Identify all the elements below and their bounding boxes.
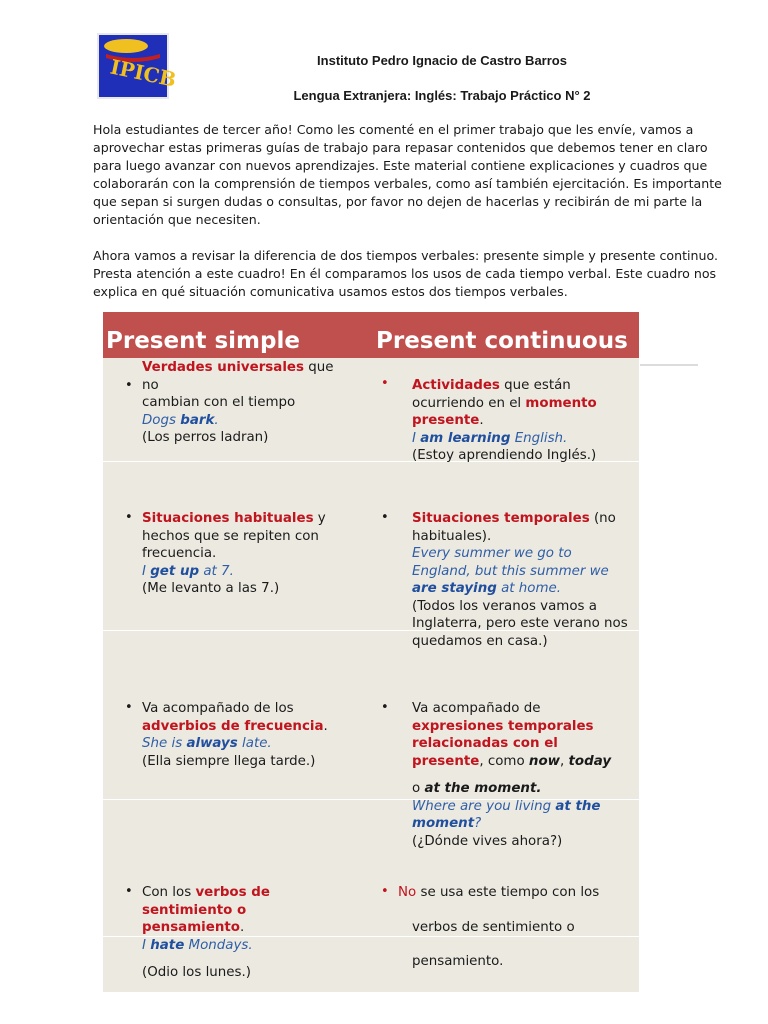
text: frecuencia. <box>142 546 217 561</box>
text: y <box>313 511 326 526</box>
text: pensamiento. <box>412 954 504 969</box>
example: Dogs <box>142 412 181 428</box>
example-verb: hate <box>150 937 185 953</box>
time-word: now <box>528 753 561 769</box>
text: Va acompañado de los <box>142 701 294 716</box>
row2-continuous-cell <box>412 510 639 650</box>
example: ? <box>474 816 482 831</box>
text: no <box>142 377 159 393</box>
text: que <box>303 360 334 375</box>
example: I <box>142 937 151 953</box>
keyword: verbos de <box>195 885 270 900</box>
table-header <box>103 312 639 358</box>
keyword: Situaciones temporales <box>412 511 590 526</box>
text: ocurriendo en el <box>412 395 526 411</box>
header-present-simple: Present simple <box>106 328 300 354</box>
example-verb: get up <box>150 563 200 579</box>
bullet: • <box>125 510 133 525</box>
keyword: adverbios de frecuencia <box>142 718 324 734</box>
text: . <box>323 718 328 734</box>
table-edge-line <box>640 364 698 366</box>
example: at home. <box>496 581 562 596</box>
row4-simple-cell <box>142 884 367 982</box>
text: Va acompañado de <box>412 701 541 716</box>
keyword: Actividades <box>412 378 500 393</box>
time-word: at the moment. <box>424 781 542 796</box>
row3-simple-cell <box>142 700 367 770</box>
bullet: • <box>381 376 389 391</box>
example-verb: always <box>186 736 238 751</box>
keyword: presente <box>412 753 480 769</box>
translation: quedamos en casa.) <box>412 633 548 649</box>
example-verb: are staying <box>412 581 497 596</box>
example: Every summer we go to <box>412 546 572 561</box>
bullet: • <box>381 510 389 525</box>
translation: (Me levanto a las 7.) <box>142 581 280 596</box>
text: o <box>412 781 425 796</box>
text: (no <box>589 511 616 526</box>
translation: Inglaterra, pero este verano nos <box>412 616 628 631</box>
text: , como <box>479 753 529 769</box>
example: . <box>214 412 219 428</box>
tense-comparison-table <box>103 312 639 992</box>
example: late. <box>237 736 272 751</box>
text: habituales). <box>412 528 492 544</box>
translation: (¿Dónde vives ahora?) <box>412 833 563 849</box>
row4-continuous-cell <box>398 884 638 971</box>
logo-text: IPICB <box>108 54 179 92</box>
text: Con los <box>142 885 196 900</box>
bullet: • <box>381 884 389 899</box>
text: hechos que se repiten con <box>142 528 319 544</box>
example: Where are you living <box>412 798 556 814</box>
example-verb: am learning <box>420 430 511 446</box>
bullet: • <box>125 700 133 715</box>
text: , <box>560 753 569 769</box>
bullet: • <box>125 378 133 393</box>
keyword: No <box>398 885 417 900</box>
translation: (Ella siempre llega tarde.) <box>142 753 316 769</box>
example: at 7. <box>199 563 234 579</box>
keyword: pensamiento <box>142 920 240 935</box>
example: I <box>142 563 151 579</box>
example-verb: bark <box>180 412 215 428</box>
example: She is <box>142 736 187 751</box>
text: se usa este tiempo con los <box>416 885 600 900</box>
keyword: sentimiento o <box>142 902 247 918</box>
header-present-continuous: Present continuous <box>376 328 628 354</box>
bullet: • <box>381 700 389 715</box>
translation: (Estoy aprendiendo Inglés.) <box>412 448 597 463</box>
example: I <box>412 430 421 446</box>
keyword: Situaciones habituales <box>142 511 314 526</box>
keyword: expresiones temporales <box>412 718 594 734</box>
translation: (Los perros ladran) <box>142 430 269 445</box>
row1-simple-cell <box>142 359 367 447</box>
text: que están <box>499 378 571 393</box>
institution-title: Instituto Pedro Ignacio de Castro Barros <box>317 53 567 68</box>
example: English. <box>510 430 568 446</box>
row1-continuous-cell <box>412 377 637 465</box>
intro-paragraph-2: Ahora vamos a revisar la diferencia de dos tiempos verbales: presente simple y presente continuo. Presta atención a este cuadro! En él comparamos los usos de cada tiempo verbal. Este cuadro nos explica en qué situación comunicativa usamos estos dos tiempos verbales. <box>93 248 719 299</box>
keyword: relacionadas con el <box>412 736 558 751</box>
course-title: Lengua Extranjera: Inglés: Trabajo Práctico N° 2 <box>293 88 591 103</box>
school-logo <box>96 32 179 100</box>
time-word: today <box>568 753 612 769</box>
translation: (Odio los lunes.) <box>142 965 251 980</box>
text: cambian con el tiempo <box>142 395 296 410</box>
intro-paragraph-1: Hola estudiantes de tercer año! Como les comenté en el primer trabajo que les envíe, vamos a aprovechar estas primeras guías de trabajo para repasar contenidos que debemos tener en claro para luego avanzar con nuevos aprendizajes. Este material contiene explicaciones y cuadros que colaborarán con la comprensión de tiempos verbales, como así también ejercitación. Es importante que sepan si surgen dudas o consultas, por favor no dejen de hacerlas y recibirán de mi parte la orientación que necesiten. <box>93 122 722 227</box>
keyword: momento <box>525 395 597 411</box>
example: England, but this summer we <box>412 563 609 579</box>
text: verbos de sentimiento o <box>412 919 575 935</box>
translation: (Todos los veranos vamos a <box>412 598 597 614</box>
keyword: Verdades universales <box>142 360 304 375</box>
example-verb: moment <box>412 816 475 831</box>
text: . <box>239 920 245 935</box>
text: . <box>479 413 484 428</box>
bullet: • <box>125 884 133 899</box>
keyword: presente <box>412 413 480 428</box>
row3-continuous-cell <box>412 700 637 850</box>
example-verb: at the <box>555 798 601 814</box>
example: Mondays. <box>184 937 253 953</box>
row2-simple-cell <box>142 510 367 598</box>
